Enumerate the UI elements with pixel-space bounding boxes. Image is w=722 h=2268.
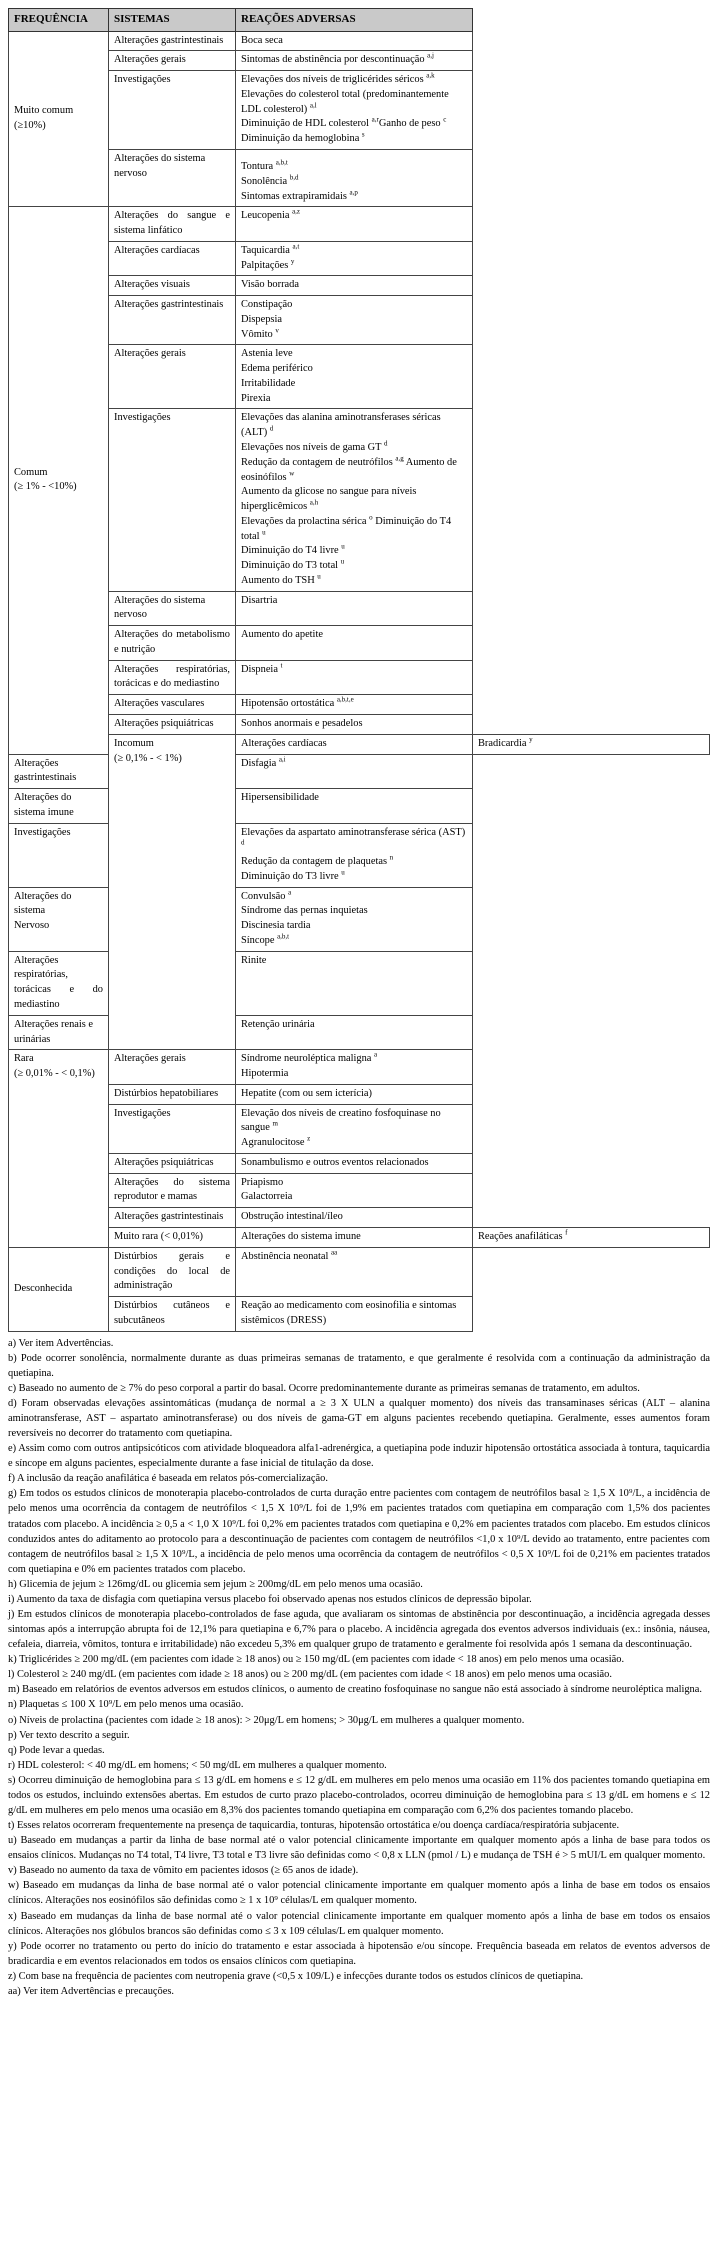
frequency-cell: Incomum (≥ 0,1% - < 1%) — [109, 734, 236, 1050]
footnote-ref: a,p — [349, 188, 358, 197]
reaction-line — [241, 515, 467, 545]
table-row — [9, 409, 710, 591]
footnote-ref: b,d — [289, 173, 299, 182]
reaction-text: Síncope — [241, 934, 278, 946]
reaction-text: Irritabilidade — [241, 377, 296, 389]
adverse-reactions-table — [8, 8, 710, 1332]
table-row — [9, 71, 710, 150]
footnote-ref: a,j — [427, 51, 434, 60]
reactions-cell — [236, 71, 473, 150]
reaction-line — [478, 737, 704, 752]
footnote: j) Em estudos clínicos de monoterapia placebo-controlados de fase aguda, que avaliaram os sintomas de abstinência por descontinuação, a incidência agregada desses sintomas após a interrupção abrupta foi de 12,1% para quetiapina e 6,7% para o placebo. A incidência agregada dos eventos adversos individuais (ex.: insônia, náusea, cefaleia, diarreia, vômitos, tontura e irritabilidade) não excedeu 5,3% em qualquer grupo de tratamento e geralmente foi resolvida após 1 semana da descontinuação. — [8, 1608, 710, 1651]
footnote-ref: u — [341, 542, 345, 551]
table-row — [9, 660, 710, 695]
reaction-line — [241, 441, 467, 456]
table-row — [9, 591, 710, 626]
reaction-text: Sonolência — [241, 175, 290, 187]
table-row — [9, 276, 710, 296]
system-cell: Investigações — [109, 409, 236, 591]
reactions-cell — [236, 660, 473, 695]
footnote-ref: a — [374, 1050, 378, 1059]
table-row — [9, 149, 710, 206]
reaction-text: Edema periférico — [241, 363, 313, 375]
reaction-text: Vômito — [241, 328, 276, 340]
reaction-line — [241, 244, 467, 259]
header-adverse-reactions: REAÇÕES ADVERSAS — [236, 9, 473, 32]
reaction-text: Diminuição da hemoglobina — [241, 133, 362, 145]
system-cell: Alterações do sistema nervoso — [109, 591, 236, 626]
system-cell: Alterações do sistema nervoso — [109, 149, 236, 206]
reaction-text: Redução da contagem de neutrófilos — [241, 456, 396, 468]
reaction-text: Convulsão — [241, 890, 289, 902]
system-cell: Investigações — [109, 1104, 236, 1153]
reaction-text: Dispneia — [241, 663, 281, 675]
system-cell: Alterações gerais — [109, 51, 236, 71]
reaction-line — [241, 1067, 467, 1082]
reaction-line — [241, 117, 467, 132]
reaction-line — [241, 954, 467, 969]
reaction-text: Reação ao medicamento com eosinofilia e sintomas sistêmicos (DRESS) — [241, 1300, 457, 1326]
system-cell: Alterações do sistema imune — [9, 789, 109, 824]
footnote-ref: u — [340, 557, 345, 566]
reaction-line — [241, 919, 467, 934]
table-row — [9, 241, 710, 276]
reactions-cell — [236, 149, 473, 206]
reaction-line — [241, 757, 467, 772]
reaction-text: Reações anafiláticas — [478, 1230, 566, 1242]
reaction-text: Redução da contagem de plaquetas — [241, 856, 390, 868]
reaction-text: Sintomas de abstinência por descontinuação — [241, 54, 428, 66]
footnote-ref: o — [369, 513, 373, 522]
footnote: aa) Ver item Advertências e precauções. — [8, 1985, 174, 1997]
reactions-cell — [236, 887, 473, 951]
reaction-text: Hepatite (com ou sem icterícia) — [241, 1087, 372, 1099]
footnote: e) Assim como com outros antipsicóticos com atividade bloqueadora alfa1-adrenérgica, a quetiapina pode induzir hipotensão ortostática associada à tontura, taquicardia e síncope em alguns pacientes, especialmente durante a fase inicial de titulação da dose. — [8, 1443, 710, 1470]
footnote-ref: a,b,t — [275, 158, 288, 167]
reaction-text: Sintomas extrapiramidais — [241, 190, 350, 202]
reaction-line — [241, 934, 467, 949]
reaction-line — [241, 544, 467, 559]
reaction-text: Obstrução intestinal/íleo — [241, 1211, 343, 1223]
table-body — [9, 31, 710, 1331]
table-row — [9, 695, 710, 715]
reaction-line — [241, 1107, 467, 1137]
footnote-ref: a,h — [309, 498, 319, 507]
reaction-line — [241, 904, 467, 919]
frequency-cell: Muito rara (< 0,01%) — [109, 1227, 236, 1247]
system-cell: Distúrbios gerais e condições do local de administração — [109, 1247, 236, 1296]
system-cell: Alterações gastrintestinais — [109, 31, 236, 51]
footnote-ref: a,g — [395, 454, 404, 463]
footnote: r) HDL colesterol: < 40 mg/dL em homens; < 50 mg/dL em mulheres a qualquer momento. — [8, 1759, 387, 1771]
reaction-text: Elevações dos níveis de triglicérides séricos — [241, 74, 427, 86]
frequency-cell: Muito comum (≥10%) — [9, 31, 109, 207]
footnote-ref: u — [341, 868, 345, 877]
footnote-ref: f — [565, 1228, 568, 1237]
footnote-ref: c — [443, 115, 447, 124]
footnote: v) Baseado no aumento da taxa de vômito em pacientes idosos (≥ 65 anos de idade). — [8, 1865, 359, 1877]
reaction-text: Pirexia — [241, 392, 271, 404]
footnote: a) Ver item Advertências. — [8, 1337, 114, 1349]
footnote-ref: a — [288, 888, 292, 897]
footnote: m) Baseado em relatórios de eventos adversos em estudos clínicos, o aumento de creatino fosfoquinase no sangue não está associado à síndrome neuroléptica maligna. — [8, 1684, 702, 1696]
footnote-ref: d — [383, 439, 388, 448]
reactions-cell — [236, 951, 473, 1015]
reaction-text: Elevações do colesterol total (predominantemente LDL colesterol) — [241, 88, 449, 115]
system-cell: Alterações cardíacas — [109, 241, 236, 276]
reactions-cell — [236, 1297, 473, 1332]
reaction-line — [241, 890, 467, 905]
reaction-line — [241, 278, 467, 293]
reactions-cell — [236, 715, 473, 735]
reaction-line — [241, 73, 467, 88]
reaction-text: Retenção urinária — [241, 1018, 315, 1030]
system-cell: Alterações do sistema reprodutor e mamas — [109, 1173, 236, 1208]
footnote: s) Ocorreu diminuição de hemoglobina para ≤ 13 g/dL em homens e ≤ 12 g/dL em mulheres em pelo menos uma ocasião em 11% dos pacientes tomando quetiapina em todos os estudos, incluindo extensões abertas. Em estudos de curto prazo placebo-controlados, ocorreu diminuição de hemoglobina para ≤ 13 g/dL em homens e ≤ 12 g/dL em mulheres em pelo menos uma ocasião em 8,3% dos pacientes tomando quetiapina em comparação com 6,2% dos pacientes tomando placebo. — [8, 1774, 710, 1816]
reactions-cell — [236, 1104, 473, 1153]
system-cell: Investigações — [9, 823, 109, 887]
footnote: l) Colesterol ≥ 240 mg/dL (em pacientes com idade ≥ 18 anos) ou ≥ 200 mg/dL (em pacientes com idade < 18 anos) em pelo menos uma ocasião. — [8, 1669, 612, 1681]
footnote-ref: y — [290, 257, 295, 266]
system-cell: Alterações psiquiátricas — [109, 1153, 236, 1173]
reactions-cell — [236, 626, 473, 661]
footnote-ref: t — [280, 661, 283, 670]
system-cell: Alterações respiratórias, torácicas e do mediastino — [109, 660, 236, 695]
reactions-cell — [236, 345, 473, 409]
reaction-text: Agranulocitose — [241, 1137, 308, 1149]
reaction-text: Rinite — [241, 954, 267, 966]
reaction-line — [241, 870, 467, 885]
footnote-ref: y — [529, 735, 533, 744]
system-cell: Alterações renais e urinárias — [9, 1015, 109, 1050]
reaction-text: Síndrome das pernas inquietas — [241, 905, 368, 917]
reaction-line — [241, 559, 467, 574]
footnote-ref: z — [307, 1134, 311, 1143]
footnote-ref: a,i — [278, 755, 286, 764]
table-row — [9, 1173, 710, 1208]
reactions-cell — [473, 734, 710, 754]
reaction-line — [241, 209, 467, 224]
table-row — [9, 1104, 710, 1153]
table-row — [9, 1227, 710, 1247]
reactions-cell — [236, 1050, 473, 1085]
footnote: p) Ver texto descrito a seguir. — [8, 1729, 130, 1741]
reaction-text: Discinesia tardia — [241, 920, 311, 932]
reaction-text: Diminuição do T4 livre — [241, 545, 342, 557]
reactions-cell — [236, 296, 473, 345]
reaction-line — [241, 132, 467, 147]
reaction-text: Elevações nos níveis de gama GT — [241, 441, 384, 453]
reaction-line — [241, 628, 467, 643]
reactions-cell — [236, 241, 473, 276]
reaction-line — [241, 574, 467, 589]
reactions-cell — [236, 1173, 473, 1208]
footnote-ref: u — [317, 572, 321, 581]
reaction-line — [241, 34, 467, 49]
reaction-line — [241, 485, 467, 515]
reaction-text: Sonhos anormais e pesadelos — [241, 718, 363, 729]
reactions-cell — [236, 591, 473, 626]
footnote: z) Com base na frequência de pacientes com neutropenia grave (<0,5 x 109/L) e infecções durante todos os estudos clínicos de quetiapina. — [8, 1970, 584, 1982]
reactions-cell — [473, 1227, 710, 1247]
reaction-text: Aumento de eosinófilos — [241, 456, 457, 483]
system-cell: Alterações do sistema imune — [236, 1227, 473, 1247]
table-row — [9, 1247, 710, 1296]
reaction-line — [241, 663, 467, 678]
footnote: d) Foram observadas elevações assintomáticas (mudança de normal a ≥ 3 X ULN a qualquer momento) dos níveis das transaminases séricas (ALT – alanina aminotransferase, AST – aspartato aminotransferase) ou dos níveis de gama-GT em alguns pacientes recebendo quetiapina. Geralmente, esses aumentos foram reversíveis no decorrer do tratamento com quetiapina. — [8, 1397, 710, 1440]
reaction-text: Disfagia — [241, 757, 279, 769]
reactions-cell — [236, 823, 473, 887]
footnote-ref: a,r — [371, 115, 379, 124]
reaction-text: Hipotensão ortostática — [241, 698, 337, 710]
reactions-cell — [236, 51, 473, 71]
footnote-ref: a,b,t,e — [336, 695, 354, 704]
reactions-cell — [236, 754, 473, 789]
reactions-cell — [236, 207, 473, 242]
reactions-cell — [236, 1084, 473, 1104]
footnote: w) Baseado em mudanças da linha de base normal até o valor potencial clinicamente importante em qualquer momento após a linha de base em todos os ensaios clínicos. Alterações nos eosinófilos são definidas como ≥ 1 x 10⁹ células/L em qualquer momento. — [8, 1880, 710, 1907]
footnote-ref: w — [289, 469, 295, 478]
table-row — [9, 1297, 710, 1332]
footnote: c) Baseado no aumento de ≥ 7% do peso corporal a partir do basal. Ocorre predominantemente durante as primeiras semanas de tratamento, em adultos. — [8, 1382, 640, 1394]
footnote: k) Triglicérides ≥ 200 mg/dL (em pacientes com idade ≥ 18 anos) ou ≥ 150 mg/dL (em pacientes com idade < 18 anos) em pelo menos uma ocasião. — [8, 1654, 625, 1666]
reactions-cell — [236, 695, 473, 715]
reaction-text: Ganho de peso — [378, 118, 444, 130]
system-cell: Alterações gastrintestinais — [9, 754, 109, 789]
reaction-line — [241, 377, 467, 392]
reaction-text: Boca seca — [241, 34, 283, 46]
system-cell: Alterações do sistema Nervoso — [9, 887, 109, 951]
reaction-text: Hipotermia — [241, 1068, 289, 1080]
reaction-text: Diminuição de HDL colesterol — [241, 118, 372, 130]
reactions-cell — [236, 409, 473, 591]
table-row — [9, 1208, 710, 1228]
table-row — [9, 734, 710, 754]
reaction-line — [241, 717, 467, 732]
footnote: h) Glicemia de jejum ≥ 126mg/dL ou glicemia sem jejum ≥ 200mg/dL em pelo menos uma ocasião. — [8, 1578, 423, 1590]
reaction-line — [241, 1087, 467, 1102]
footnotes — [8, 1336, 710, 1999]
reactions-cell — [236, 1153, 473, 1173]
system-cell: Alterações gastrintestinais — [109, 1208, 236, 1228]
reaction-line — [241, 1156, 467, 1171]
system-cell: Distúrbios hepatobiliares — [109, 1084, 236, 1104]
system-cell: Alterações visuais — [109, 276, 236, 296]
reaction-text: Elevações das alanina aminotransferases séricas (ALT) — [241, 412, 441, 439]
reaction-line — [241, 328, 467, 343]
footnote-ref: v — [275, 326, 279, 335]
reaction-text: Tontura — [241, 160, 276, 172]
system-cell: Alterações vasculares — [109, 695, 236, 715]
reaction-text: Aumento do apetite — [241, 629, 323, 641]
table-header-row — [9, 9, 710, 32]
reaction-text: Aumento do TSH — [241, 574, 318, 586]
footnote: u) Baseado em mudanças a partir da linha de base normal até o valor potencial clinicamente importante em qualquer momento após a linha de base para todos os ensaios clínicos. Mudanças no T4 total, T4 livre, T3 total e T3 livre são definidas como < 0,8 x LLN (pmol / L) e mudança de TSH é > 5 mUI/L em qualquer momento. — [8, 1835, 710, 1862]
reactions-cell — [236, 1247, 473, 1296]
reaction-line — [241, 826, 467, 856]
table-row — [9, 626, 710, 661]
reaction-text: Elevações da aspartato aminotransferase sérica (AST) — [241, 826, 466, 838]
reactions-cell — [236, 1208, 473, 1228]
footnote-ref: a,t — [292, 242, 300, 251]
reaction-line — [241, 855, 467, 870]
reaction-text: Visão borrada — [241, 279, 299, 291]
table-row — [9, 51, 710, 71]
reaction-line — [241, 53, 467, 68]
reaction-line — [241, 1190, 467, 1205]
frequency-cell: Comum (≥ 1% - <10%) — [9, 207, 109, 754]
table-row — [9, 1050, 710, 1085]
reaction-line — [241, 1250, 467, 1265]
reaction-line — [241, 411, 467, 441]
reaction-text: Dispepsia — [241, 313, 282, 325]
system-cell: Distúrbios cutâneos e subcutâneos — [109, 1297, 236, 1332]
reactions-cell — [236, 276, 473, 296]
footnote: g) Em todos os estudos clínicos de monoterapia placebo-controlados de curta duração entre pacientes com contagem de neutrófilos basal ≥ 1,5 X 10⁹/L, a incidência de pelo menos uma ocorrência da contagem de neutrófilos < 1,5 X 10⁹/L foi de 1,9% em pacientes tratados com quetiapina em comparação com 1,5% dos pacientes tratados com placebo. A incidência ≥ 0,5 a < 1,0 X 10⁹/L foi 0,2% em pacientes tratados com quetiapina e 0,2% em pacientes tratados com placebo. Em estudos clínicos conduzidos antes do aditamento ao protocolo para a descontinuação de pacientes com contagem de neutrófilos <1,0 x 10⁹/L devido ao tratamento, entre pacientes com contagem de neutrófilos basal ≥ 1,5 X 10⁹/L, a incidência de pelo menos uma ocorrência da contagem de neutrófilos < 0,5 X 10⁹/L foi de 0,21% em pacientes tratados com quetiapina e 0% em pacientes tratados com placebo. — [8, 1488, 710, 1575]
reaction-line — [241, 362, 467, 377]
footnote-ref: u — [262, 528, 266, 537]
footnote-ref: s — [361, 130, 365, 139]
reaction-line — [241, 594, 467, 609]
footnote: q) Pode levar a quedas. — [8, 1744, 105, 1756]
footnote-ref: a,b,t — [277, 932, 290, 941]
reaction-line — [241, 160, 467, 175]
reaction-text: Aumento da glicose no sangue para níveis hiperglicêmicos — [241, 486, 417, 513]
reaction-line — [241, 298, 467, 313]
reaction-text: Diminuição do T4 total — [241, 515, 452, 542]
reactions-cell — [236, 789, 473, 824]
footnote-ref: d — [241, 838, 245, 847]
reaction-text: Astenia leve — [241, 348, 293, 360]
reaction-line — [241, 88, 467, 118]
reaction-text: Sonambulismo e outros eventos relacionados — [241, 1156, 429, 1168]
reaction-text: Palpitações — [241, 259, 291, 271]
reaction-text: Abstinência neonatal — [241, 1250, 332, 1262]
system-cell: Alterações do metabolismo e nutrição — [109, 626, 236, 661]
table-row — [9, 207, 710, 242]
footnote: n) Plaquetas ≤ 100 X 10⁹/L em pelo menos uma ocasião. — [8, 1699, 244, 1711]
reaction-text: Priapismo — [241, 1176, 284, 1188]
header-frequency: FREQUÊNCIA — [9, 9, 109, 32]
reaction-text: Hipersensibilidade — [241, 792, 319, 804]
reaction-line — [241, 392, 467, 407]
system-cell: Alterações do sangue e sistema linfático — [109, 207, 236, 242]
table-row — [9, 296, 710, 345]
table-row — [9, 31, 710, 51]
reaction-text: Elevação dos níveis de creatino fosfoquinase no sangue — [241, 1107, 441, 1134]
footnote-ref: n — [389, 853, 394, 862]
reaction-text: Taquicardia — [241, 244, 293, 256]
frequency-cell: Rara (≥ 0,01% - < 0,1%) — [9, 1050, 109, 1247]
reactions-cell — [236, 31, 473, 51]
footnote-ref: a,k — [426, 71, 435, 80]
reaction-line — [241, 1176, 467, 1191]
system-cell: Alterações psiquiátricas — [109, 715, 236, 735]
reaction-text: Diminuição do T3 livre — [241, 870, 342, 882]
system-cell: Alterações respiratórias, torácicas e do mediastino — [9, 951, 109, 1015]
footnote: f) A inclusão da reação anafilática é baseada em relatos pós-comercialização. — [8, 1473, 328, 1485]
system-cell: Alterações cardíacas — [236, 734, 473, 754]
reaction-text: Elevações da prolactina sérica — [241, 515, 370, 527]
reaction-text: Leucopenia — [241, 210, 293, 222]
footnote-ref: aa — [331, 1248, 338, 1257]
table-row — [9, 715, 710, 735]
reaction-line — [478, 1230, 704, 1245]
reaction-text: Síndrome neuroléptica maligna — [241, 1053, 375, 1065]
reaction-text: Diminuição do T3 total — [241, 560, 341, 572]
reaction-line — [241, 456, 467, 486]
header-systems: SISTEMAS — [109, 9, 236, 32]
reaction-line — [241, 190, 467, 205]
footnote-ref: a,z — [292, 207, 301, 216]
footnote: y) Pode ocorrer no tratamento ou perto do início do tratamento e estar associada à hipotensão e/ou síncope. Frequência baseada em relatos de eventos adversos de bradicardia e em eventos relacionados em todos os ensaios clínicos com quetiapina. — [8, 1940, 710, 1967]
table-row — [9, 1084, 710, 1104]
frequency-cell: Desconhecida — [9, 1247, 109, 1331]
reaction-line — [241, 1210, 467, 1225]
reaction-text: Galactorreia — [241, 1191, 293, 1203]
reaction-text: Constipação — [241, 299, 293, 311]
footnote: i) Aumento da taxa de disfagia com quetiapina versus placebo foi observado apenas nos estudos clínicos de depressão bipolar. — [8, 1593, 532, 1605]
reactions-cell — [236, 1015, 473, 1050]
reaction-line — [241, 791, 467, 806]
table-row — [9, 345, 710, 409]
system-cell: Alterações gastrintestinais — [109, 296, 236, 345]
reaction-line — [241, 1052, 467, 1067]
footnote-ref: m — [272, 1119, 278, 1128]
reaction-line — [241, 1136, 467, 1151]
footnote-ref: d — [269, 424, 274, 433]
reaction-text: Disartria — [241, 594, 278, 606]
reaction-text: Bradicardia — [478, 737, 530, 749]
reaction-line — [241, 1018, 467, 1033]
footnote-ref: a,l — [309, 101, 317, 110]
footnote: x) Baseado em mudanças da linha de base normal até o valor potencial clinicamente importante em qualquer momento após a linha de base em todos os ensaios clínicos. Alterações nos glóbulos brancos são definidas como ≤ 3 x 109 células/L em qualquer momento. — [8, 1910, 710, 1937]
reaction-line — [241, 697, 467, 712]
footnote: o) Níveis de prolactina (pacientes com idade ≥ 18 anos): > 20μg/L em homens; > 30μg/L em mulheres a qualquer momento. — [8, 1714, 525, 1726]
reaction-line — [241, 1299, 467, 1329]
footnote: t) Esses relatos ocorreram frequentemente na presença de taquicardia, tonturas, hipotensão ortostática e/ou doença cardíaca/respiratória subjacente. — [8, 1820, 620, 1832]
system-cell: Investigações — [109, 71, 236, 150]
system-cell: Alterações gerais — [109, 1050, 236, 1085]
footnote: b) Pode ocorrer sonolência, normalmente durante as duas primeiras semanas de tratamento, e que geralmente é resolvida com a continuação da administração da quetiapina. — [8, 1352, 710, 1379]
system-cell: Alterações gerais — [109, 345, 236, 409]
table-row — [9, 1153, 710, 1173]
reaction-line — [241, 347, 467, 362]
reaction-line — [241, 259, 467, 274]
